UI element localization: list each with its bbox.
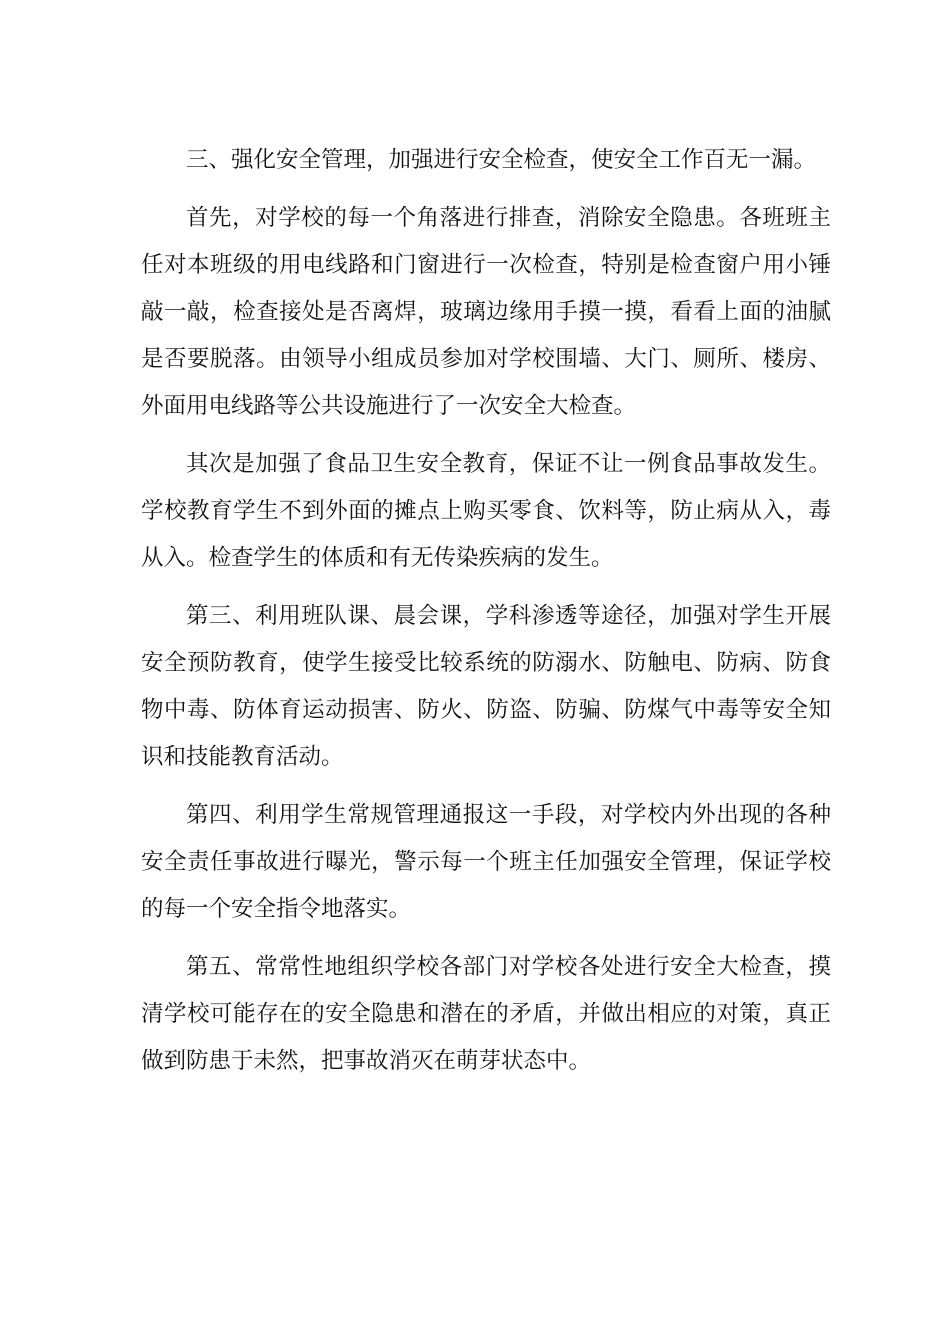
paragraph-fifth: 第五、常常性地组织学校各部门对学校各处进行安全大检查，摸清学校可能存在的安全隐患和潜在的矛盾，并做出相应的对策，真正做到防患于未然，把事故消灭在萌芽状态中。 xyxy=(141,954,831,1074)
paragraph-fourth: 第四、利用学生常规管理通报这一手段，对学校内外出现的各种安全责任事故进行曝光，警示每一个班主任加强安全管理，保证学校的每一个安全指令地落实。 xyxy=(141,802,831,922)
paragraph-second: 其次是加强了食品卫生安全教育，保证不让一例食品事故发生。学校教育学生不到外面的摊点上购买零食、饮料等，防止病从入，毒从入。检查学生的体质和有无传染疾病的发生。 xyxy=(141,451,831,571)
body-text xyxy=(141,137,831,1096)
paragraph-section-heading: 三、强化安全管理，加强进行安全检查，使安全工作百无一漏。 xyxy=(186,147,817,173)
paragraph-first: 首先，对学校的每一个角落进行排查，消除安全隐患。各班班主任对本班级的用电线路和门窗进行一次检查，特别是检查窗户用小锤敲一敲，检查接处是否离焊，玻璃边缘用手摸一摸，看看上面的油腻是否要脱落。由领导小组成员参加对学校围墙、大门、厕所、楼房、外面用电线路等公共设施进行了一次安全大检查。 xyxy=(141,205,831,419)
paragraph-third: 第三、利用班队课、晨会课，学科渗透等途径，加强对学生开展安全预防教育，使学生接受比较系统的防溺水、防触电、防病、防食物中毒、防体育运动损害、防火、防盗、防骗、防煤气中毒等安全知识和技能教育活动。 xyxy=(141,603,831,770)
